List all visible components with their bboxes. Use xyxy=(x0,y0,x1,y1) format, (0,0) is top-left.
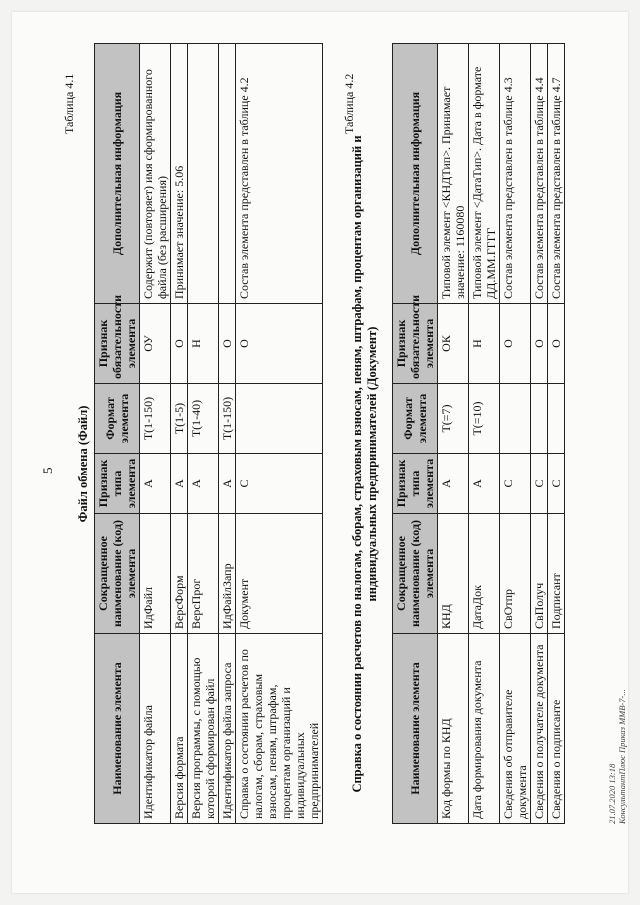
table-cell: Н xyxy=(188,304,219,384)
table-cell: КНД xyxy=(438,514,469,634)
table-cell: ИдФайл xyxy=(140,514,171,634)
table-cell: О xyxy=(548,304,565,384)
table-cell: Т(=10) xyxy=(469,384,500,454)
table-row xyxy=(171,44,188,824)
table-row xyxy=(236,44,323,824)
table-cell: ВерсПрог xyxy=(188,514,219,634)
table-cell: Содержит (повторяет) имя сформированного файла (без расширения) xyxy=(140,44,171,304)
table-row xyxy=(219,44,236,824)
table-cell: Т(=7) xyxy=(438,384,469,454)
table-cell xyxy=(219,44,236,304)
table-cell: СвОтпр xyxy=(500,514,531,634)
table-cell: Типовой элемент <ДатаТип>. Дата в формате ДД.ММ.ГГГГ xyxy=(469,44,500,304)
table-cell: ИдФайлЗапр xyxy=(219,514,236,634)
table-cell: Сведения об отправителе документа xyxy=(500,634,531,824)
table-cell: Версия формата xyxy=(171,634,188,824)
page-number: 5 xyxy=(40,467,55,474)
table-row xyxy=(548,44,565,824)
table-cell: ОК xyxy=(438,304,469,384)
table-cell: Типовой элемент <КНДТип>. Принимает значение: 1160080 xyxy=(438,44,469,304)
column-header: Признак обязательности элемента xyxy=(95,304,140,384)
table-cell: А xyxy=(438,454,469,514)
table-cell: Состав элемента представлен в таблице 4.4 xyxy=(531,44,548,304)
table-cell: ДатаДок xyxy=(469,514,500,634)
table-row xyxy=(531,44,548,824)
table-cell: О xyxy=(236,304,323,384)
table-cell: Т(1-40) xyxy=(188,384,219,454)
table-cell: Состав элемента представлен в таблице 4.3 xyxy=(500,44,531,304)
print-stamp xyxy=(607,689,627,824)
table-row xyxy=(438,44,469,824)
print-stamp-date: 21.07.2020 13:18 xyxy=(607,763,617,824)
rotated-page-content xyxy=(32,34,632,894)
table-cell xyxy=(531,384,548,454)
table-4-1-label: Таблица 4.1 xyxy=(62,73,76,134)
table-cell: Идентификатор файла запроса xyxy=(219,634,236,824)
column-header: Сокращенное наименование (код) элемента xyxy=(393,514,438,634)
table-cell xyxy=(236,384,323,454)
table-4-2-caption: Справка о состоянии расчетов по налогам, сборам, страховым взносам, пеням, штрафам, процентам организаций и индивидуальных предпринимателей (Документ) xyxy=(350,135,379,793)
table-cell: Т(1-150) xyxy=(140,384,171,454)
document-page xyxy=(12,12,628,893)
table-cell: Сведения о получателе документа xyxy=(531,634,548,824)
table-cell: Справка о состоянии расчетов по налогам, сборам, страховым взносам, пеням, штрафам, процентам организаций и индивидуальных предпринимателей xyxy=(236,634,323,824)
table-row xyxy=(140,44,171,824)
table-row xyxy=(469,44,500,824)
table-cell: СвПолуч xyxy=(531,514,548,634)
table-row xyxy=(500,44,531,824)
column-header: Дополнительная информация xyxy=(393,44,438,304)
column-header: Признак типа элемента xyxy=(393,454,438,514)
column-header: Наименование элемента xyxy=(95,634,140,824)
column-header: Дополнительная информация xyxy=(95,44,140,304)
column-header: Формат элемента xyxy=(393,384,438,454)
table-4-1-caption: Файл обмена (Файл) xyxy=(76,405,90,523)
table-cell xyxy=(548,384,565,454)
table-cell: ОУ xyxy=(140,304,171,384)
column-header: Формат элемента xyxy=(95,384,140,454)
column-header: Признак типа элемента xyxy=(95,454,140,514)
print-stamp-source: КонсультантПлюс Приказ ММВ-7-... xyxy=(617,689,627,824)
table-cell: Версия программы, с помощью которой сформирован файл xyxy=(188,634,219,824)
column-header: Наименование элемента xyxy=(393,634,438,824)
column-header: Сокращенное наименование (код) элемента xyxy=(95,514,140,634)
table-cell: С xyxy=(548,454,565,514)
table-cell: Т(1-5) xyxy=(171,384,188,454)
column-header: Признак обязательности элемента xyxy=(393,304,438,384)
table-cell: А xyxy=(188,454,219,514)
table-cell: О xyxy=(171,304,188,384)
table-4-2 xyxy=(392,43,565,824)
table-cell: А xyxy=(140,454,171,514)
table-cell: Сведения о подписанте xyxy=(548,634,565,824)
table-cell: Подписант xyxy=(548,514,565,634)
table-cell xyxy=(500,384,531,454)
table-cell: С xyxy=(500,454,531,514)
table-cell: Идентификатор файла xyxy=(140,634,171,824)
table-cell: Н xyxy=(469,304,500,384)
table-cell xyxy=(188,44,219,304)
table-cell: Код формы по КНД xyxy=(438,634,469,824)
table-cell: Документ xyxy=(236,514,323,634)
table-cell: О xyxy=(500,304,531,384)
table-cell: С xyxy=(236,454,323,514)
table-cell: Состав элемента представлен в таблице 4.7 xyxy=(548,44,565,304)
table-4-1 xyxy=(94,43,323,824)
table-cell: О xyxy=(531,304,548,384)
table-row xyxy=(188,44,219,824)
table-cell: С xyxy=(531,454,548,514)
table-cell: А xyxy=(469,454,500,514)
table-cell: Дата формирования документа xyxy=(469,634,500,824)
table-cell: А xyxy=(219,454,236,514)
table-cell: Состав элемента представлен в таблице 4.2 xyxy=(236,44,323,304)
table-4-2-label: Таблица 4.2 xyxy=(342,73,356,134)
table-cell: Т(1-150) xyxy=(219,384,236,454)
table-cell: Принимает значение: 5.06 xyxy=(171,44,188,304)
table-cell: А xyxy=(171,454,188,514)
table-cell: ВерсФорм xyxy=(171,514,188,634)
table-cell: О xyxy=(219,304,236,384)
